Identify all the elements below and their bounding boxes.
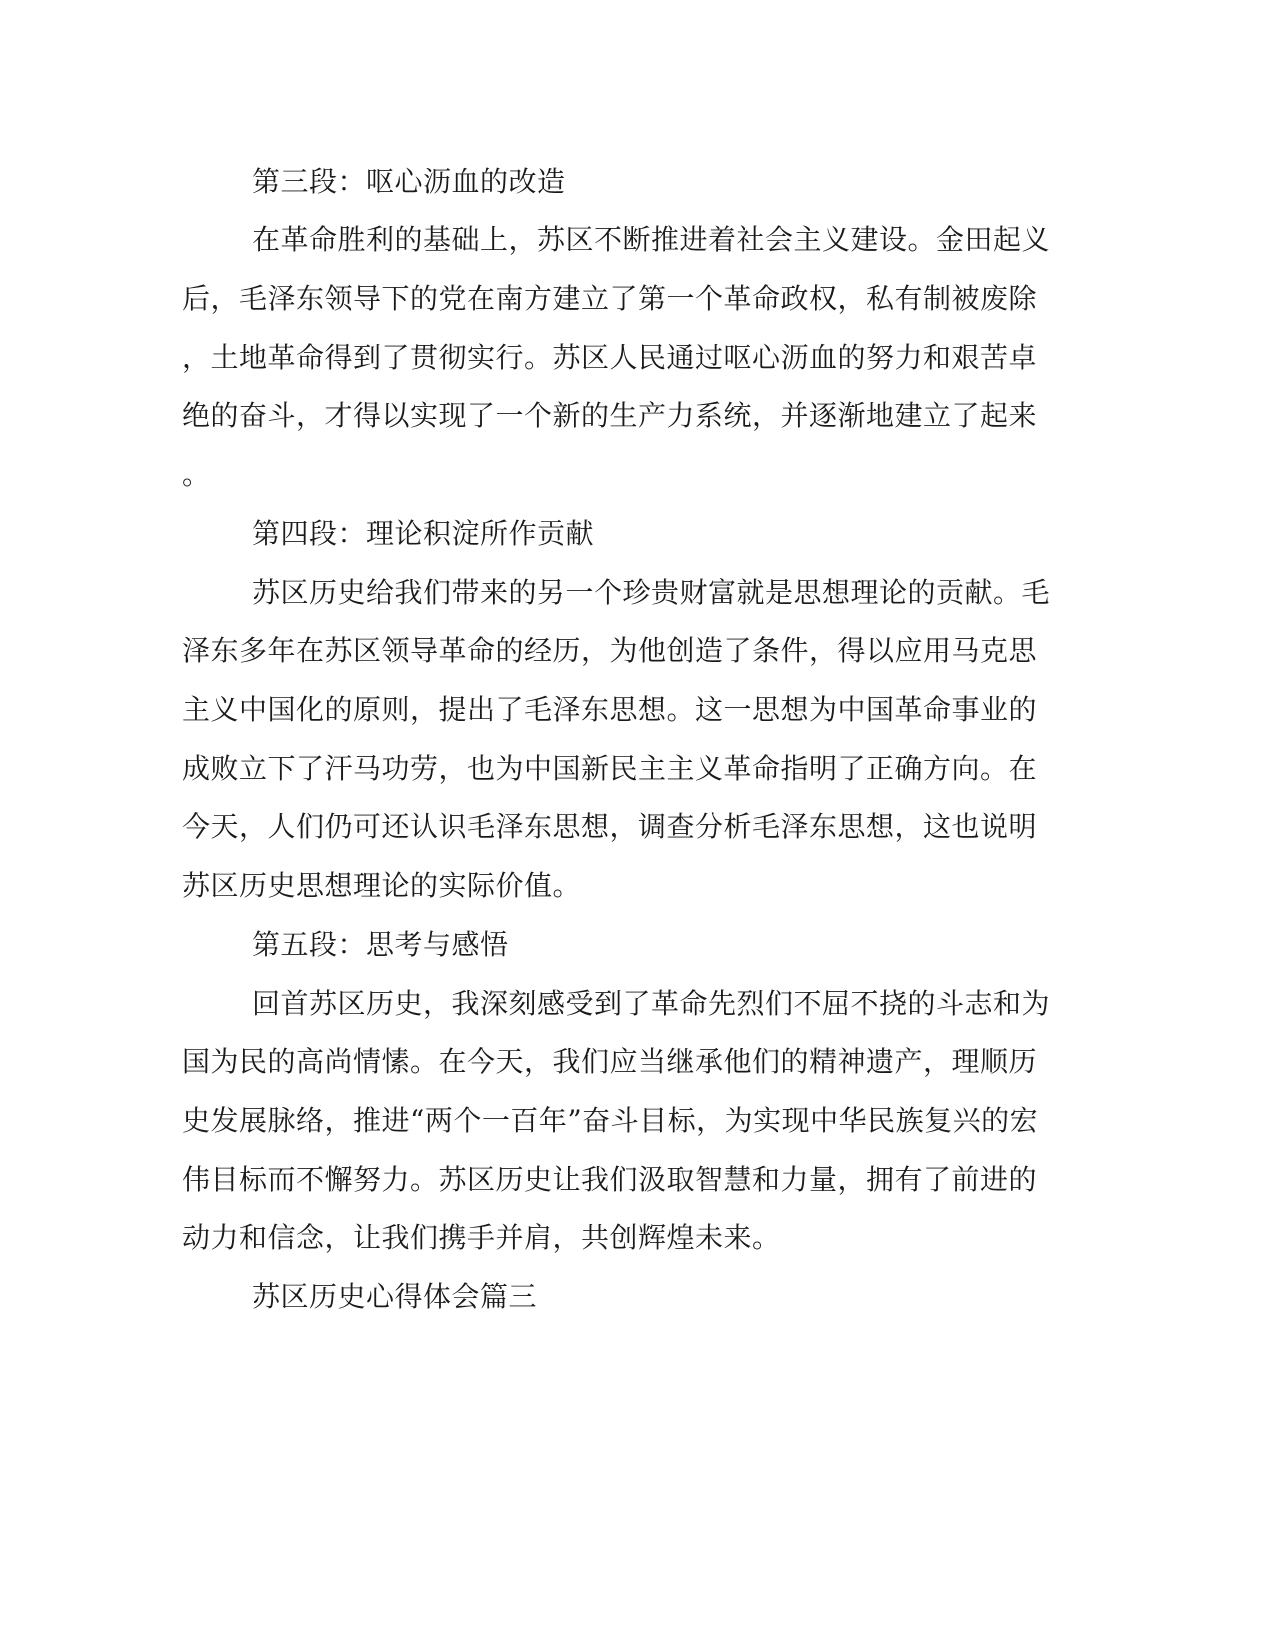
paragraph-line: 绝的奋斗，才得以实现了一个新的生产力系统，并逐渐地建立了起来 — [182, 399, 1038, 432]
article-section-heading: 苏区历史心得体会篇三 — [252, 1280, 538, 1313]
paragraph-line: 伟目标而不懈努力。苏区历史让我们汲取智慧和力量，拥有了前进的 — [182, 1163, 1038, 1196]
paragraph-line: 成败立下了汗马功劳，也为中国新民主主义革命指明了正确方向。在 — [182, 752, 1038, 785]
paragraph-line: 苏区历史给我们带来的另一个珍贵财富就是思想理论的贡献。毛 — [252, 576, 1051, 609]
paragraph-line: 在革命胜利的基础上，苏区不断推进着社会主义建设。金田起义 — [252, 223, 1051, 256]
paragraph-line: 后，毛泽东领导下的党在南方建立了第一个革命政权，私有制被废除 — [182, 282, 1038, 315]
paragraph-line: 。 — [182, 458, 211, 491]
paragraph-line: 苏区历史思想理论的实际价值。 — [182, 869, 582, 902]
paragraph-line: 主义中国化的原则，提出了毛泽东思想。这一思想为中国革命事业的 — [182, 693, 1038, 726]
paragraph-line: 动力和信念，让我们携手并肩，共创辉煌未来。 — [182, 1221, 781, 1254]
section-3-heading: 第三段：呕心沥血的改造 — [252, 165, 566, 198]
section-5-heading: 第五段：思考与感悟 — [252, 928, 509, 961]
paragraph-line: 泽东多年在苏区领导革命的经历，为他创造了条件，得以应用马克思 — [182, 634, 1038, 667]
paragraph-line: 国为民的高尚情愫。在今天，我们应当继承他们的精神遗产，理顺历 — [182, 1045, 1038, 1078]
paragraph-line: 今天，人们仍可还认识毛泽东思想，调查分析毛泽东思想，这也说明 — [182, 810, 1038, 843]
paragraph-line: 回首苏区历史，我深刻感受到了革命先烈们不屈不挠的斗志和为 — [252, 987, 1051, 1020]
section-4-heading: 第四段：理论积淀所作贡献 — [252, 517, 595, 550]
paragraph-line: ，土地革命得到了贯彻实行。苏区人民通过呕心沥血的努力和艰苦卓 — [182, 341, 1038, 374]
paragraph-line: 史发展脉络，推进“两个一百年”奋斗目标，为实现中华民族复兴的宏 — [182, 1104, 1039, 1137]
